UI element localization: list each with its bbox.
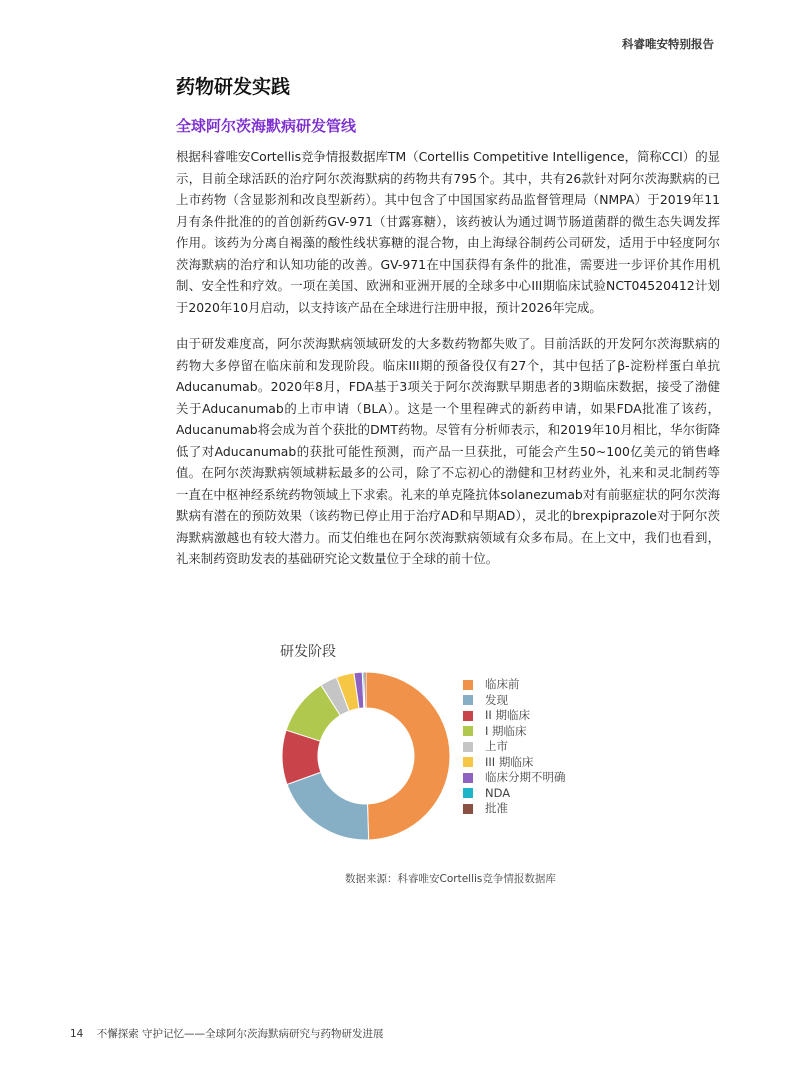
legend-swatch	[463, 804, 473, 814]
legend-label: 发现	[485, 692, 508, 707]
legend-label: 临床前	[485, 677, 520, 691]
chart-legend	[463, 677, 566, 817]
legend-item-4	[463, 739, 566, 755]
donut-slice-0	[366, 672, 450, 840]
legend-label: NDA	[485, 785, 511, 800]
legend-item-1	[463, 693, 566, 709]
source-note: 数据来源：科睿唯安Cortellis竞争情报数据库	[345, 873, 556, 885]
legend-swatch	[463, 680, 473, 690]
legend-item-5	[463, 755, 566, 771]
page-footer	[70, 1026, 384, 1041]
subsection-title: 全球阿尔茨海默病研发管线	[176, 117, 357, 135]
section-title: 药物研发实践	[176, 76, 291, 98]
paragraph-1: 根据科睿唯安Cortellis竞争情报数据库TM（Cortellis Competitive Intelligence，简称CCI）的显示，目前全球活跃的治疗阿尔茨海默病的药物共有795个。其中，共有26款针对阿尔茨海默病的已上市药物（含显影剂和改良型新药）。其中包含了中国国家药品监督管理局（NMPA）于2019年11月有条件批准的的首创新药GV-971（甘露寡糖），该药被认为通过调节肠道菌群的微生态失调发挥作用。该药为分离自褐藻的酸性线状寡糖的混合物，由上海绿谷制药公司研发，适用于中轻度阿尔茨海默病的治疗和认知功能的改善。GV-971在中国获得有条件的批准，需要进一步评价其作用机制、安全性和疗效。一项在美国、欧洲和亚洲开展的全球多中心III期临床试验NCT04520412计划于2020年10月启动，以支持该产品在全球进行注册申报，预计2026年完成。	[176, 149, 720, 315]
page-number: 14	[70, 1028, 84, 1040]
footer-title: 不懈探索 守护记忆——全球阿尔茨海默病研究与药物研发进展	[96, 1028, 384, 1040]
legend-label: II 期临床	[485, 708, 530, 722]
legend-item-2	[463, 708, 566, 724]
donut-slice-1	[287, 772, 369, 840]
legend-item-3	[463, 724, 566, 740]
legend-swatch	[463, 773, 473, 783]
legend-item-8	[463, 801, 566, 817]
legend-label: I 期临床	[485, 723, 527, 738]
legend-swatch	[463, 757, 473, 767]
legend-item-6	[463, 770, 566, 786]
legend-swatch	[463, 695, 473, 705]
legend-label: 临床分期不明确	[485, 770, 566, 784]
paragraph-2: 由于研发难度高，阿尔茨海默病领域研发的大多数药物都失败了。目前活跃的开发阿尔茨海默病的药物大多停留在临床前和发现阶段。临床III期的预备役仅有27个，其中包括了β-淀粉样蛋白单抗Aducanumab。2020年8月，FDA基于3项关于阿尔茨海默早期患者的3期临床数据，接受了渤健关于Aducanumab的上市申请（BLA）。这是一个里程碑式的新药申请，如果FDA批准了该药，Aducanumab将会成为首个获批的DMT药物。尽管有分析师表示，和2019年10月相比，华尔街降低了对Aducanumab的获批可能性预测，而产品一旦获批，可能会产生50~100亿美元的销售峰值。在阿尔茨海默病领域耕耘最多的公司，除了不忘初心的渤健和卫材药业外，礼来和灵北制药等一直在中枢神经系统药物领域上下求索。礼来的单克隆抗体solanezumab对有前驱症状的阿尔茨海默病有潜在的预防效果（该药物已停止用于治疗AD和早期AD），灵北的brexpiprazole对于阿尔茨海默病激越也有较大潜力。而艾伯维也在阿尔茨海默病领域有众多布局。在上文中，我们也看到，礼来制药资助发表的基础研究论文数量位于全球的前十位。	[176, 336, 720, 566]
legend-item-0	[463, 677, 566, 693]
legend-label: 批准	[485, 801, 508, 815]
legend-swatch	[463, 788, 473, 798]
legend-item-7	[463, 786, 566, 802]
chart-title: 研发阶段	[280, 644, 336, 660]
legend-swatch	[463, 726, 473, 736]
legend-swatch	[463, 711, 473, 721]
legend-label: 上市	[485, 739, 508, 753]
donut-chart	[280, 670, 452, 842]
legend-label: III 期临床	[485, 754, 534, 769]
donut-slice-8	[364, 672, 366, 708]
legend-swatch	[463, 742, 473, 752]
report-header: 科睿唯安特别报告	[622, 37, 714, 51]
